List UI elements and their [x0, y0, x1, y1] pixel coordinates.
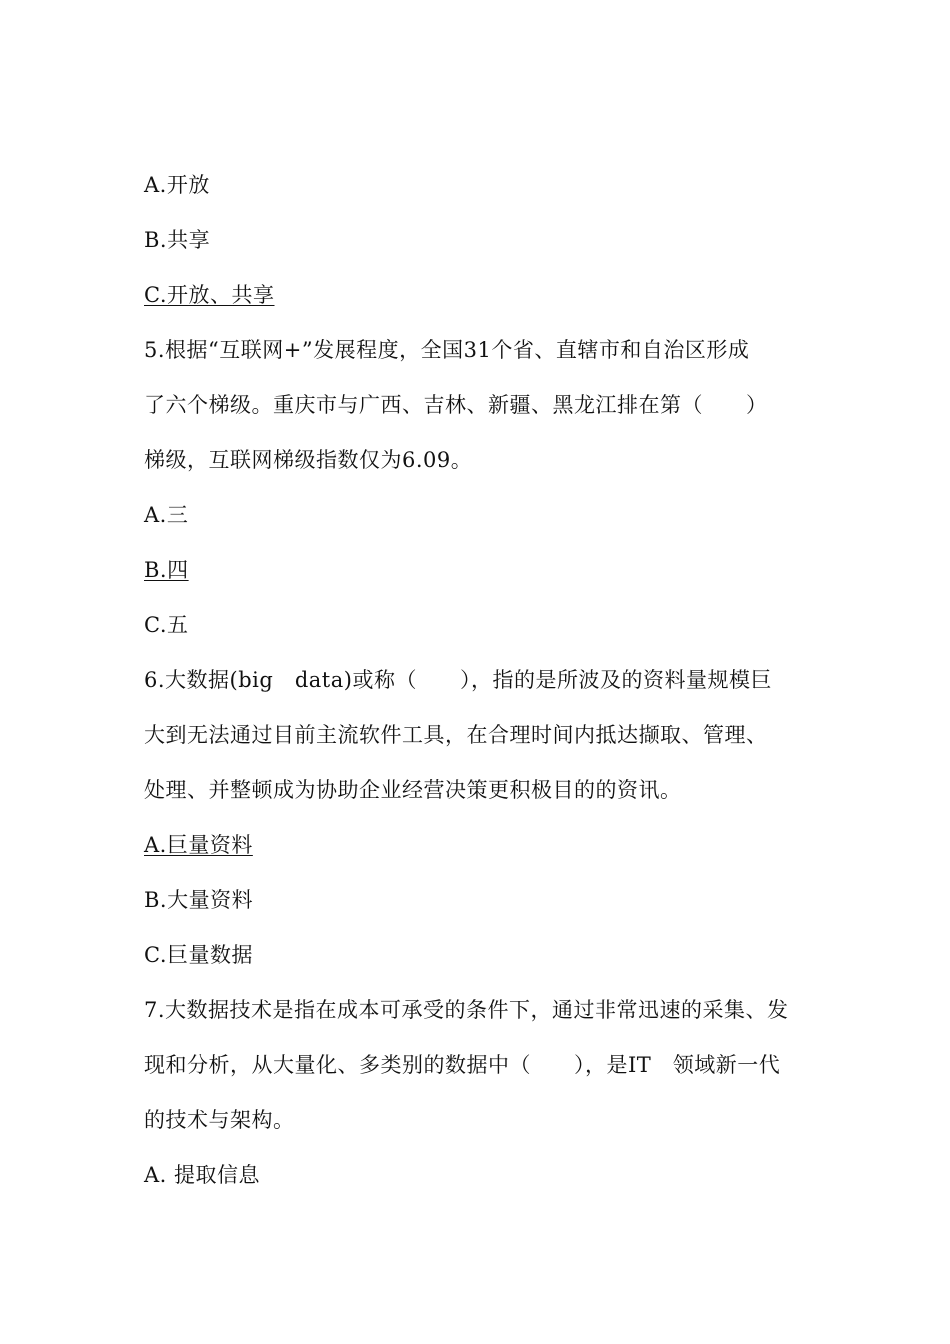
q7-question-line-2: 现和分析，从大量化、多类别的数据中（ ），是IT 领域新一代 — [144, 1053, 781, 1077]
q5-option-b-answer: B.四 — [144, 558, 189, 582]
q5-question-line-1: 5.根据“互联网+”发展程度，全国31个省、直辖市和自治区形成 — [144, 338, 750, 362]
q6-option-c: C.巨量数据 — [144, 943, 253, 967]
q6-question-line-1: 6.大数据(big data)或称（ ），指的是所波及的资料量规模巨 — [144, 668, 772, 692]
q5-option-c: C.五 — [144, 613, 189, 637]
q7-question-line-3: 的技术与架构。 — [144, 1108, 295, 1132]
q6-option-a-answer: A.巨量资料 — [144, 833, 253, 857]
q7-option-a: A. 提取信息 — [144, 1163, 261, 1187]
q7-question-line-1: 7.大数据技术是指在成本可承受的条件下，通过非常迅速的采集、发 — [144, 998, 789, 1022]
q6-option-b: B.大量资料 — [144, 888, 254, 912]
q5-question-line-2: 了六个梯级。重庆市与广西、吉林、新疆、黑龙江排在第（ ） — [144, 393, 768, 417]
q4-option-a: A.开放 — [144, 173, 210, 197]
q5-question-line-3: 梯级，互联网梯级指数仅为6.09。 — [144, 448, 473, 472]
q6-question-line-2: 大到无法通过目前主流软件工具，在合理时间内抵达撷取、管理、 — [144, 723, 768, 747]
q5-option-a: A.三 — [144, 503, 189, 527]
q6-question-line-3: 处理、并整顿成为协助企业经营决策更积极目的的资讯。 — [144, 778, 682, 802]
q4-option-b: B.共享 — [144, 228, 211, 252]
q4-option-c-answer: C.开放、共享 — [144, 283, 275, 307]
